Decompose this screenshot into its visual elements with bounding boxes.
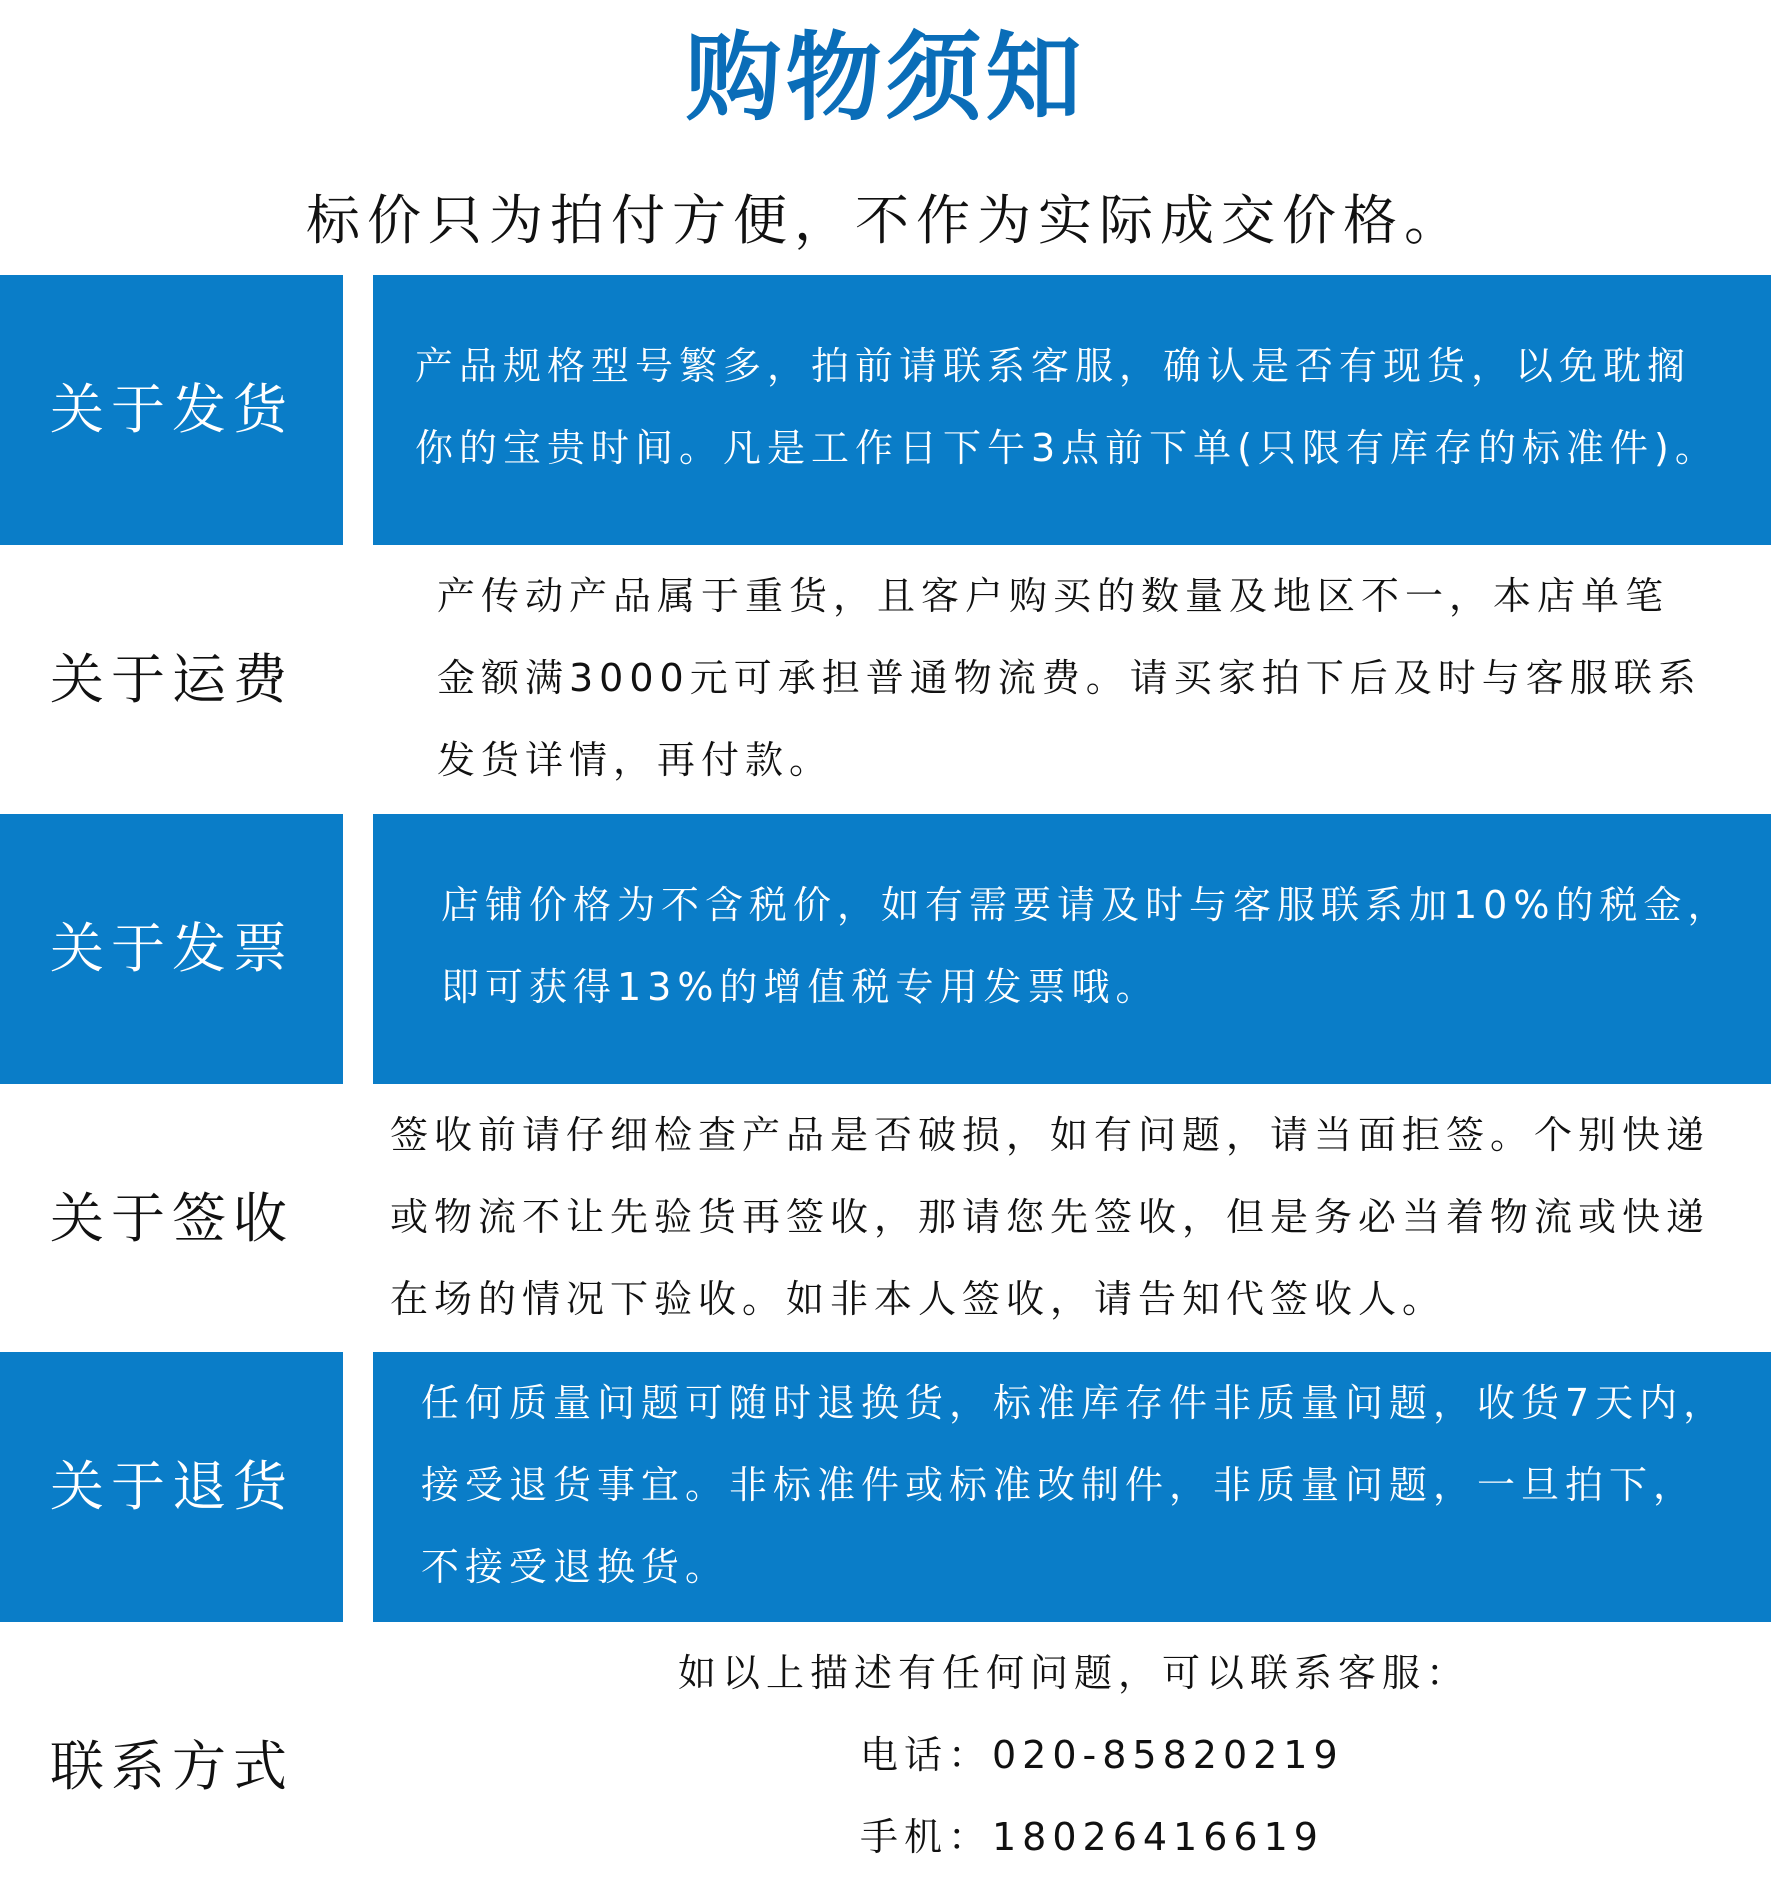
section-content [373, 814, 1771, 1084]
section-returns [0, 1352, 1771, 1622]
section-label: 关于运费 [50, 648, 294, 711]
section-content [373, 545, 1771, 815]
section-label-box [0, 1084, 343, 1354]
contact-label: 联系方式 [50, 1735, 294, 1798]
section-label: 关于发票 [50, 917, 294, 980]
section-signing [0, 1084, 1771, 1354]
contact-mobile: 手机：18026416619 [860, 1815, 1324, 1859]
section-label: 关于签收 [50, 1187, 294, 1250]
section-freight [0, 545, 1771, 815]
content-line: 在场的情况下验收。如非本人签收，请告知代签收人。 [390, 1277, 1447, 1321]
content-line: 发货详情，再付款。 [437, 738, 834, 782]
section-label-box [0, 545, 343, 815]
section-content [373, 1352, 1771, 1622]
content-line: 不接受退换货。 [421, 1545, 730, 1589]
content-line: 金额满3000元可承担普通物流费。请买家拍下后及时与客服联系 [437, 656, 1702, 700]
content-line: 任何质量问题可随时退换货，标准库存件非质量问题，收货7天内， [421, 1381, 1728, 1425]
section-content [390, 1084, 1771, 1354]
section-shipping [0, 275, 1771, 545]
content-line: 或物流不让先验货再签收，那请您先签收，但是务必当着物流或快递 [390, 1195, 1711, 1239]
contact-phone: 电话：020-85820219 [860, 1733, 1344, 1777]
section-label: 关于退货 [50, 1455, 294, 1518]
section-label-box [0, 1352, 343, 1622]
content-line: 你的宝贵时间。凡是工作日下午3点前下单(只限有库存的标准件)。 [415, 426, 1719, 470]
content-line: 签收前请仔细检查产品是否破损，如有问题，请当面拒签。个别快递 [390, 1113, 1711, 1157]
section-label-box [0, 275, 343, 545]
contact-intro: 如以上描述有任何问题，可以联系客服： [678, 1651, 1471, 1695]
section-label: 关于发货 [50, 378, 294, 441]
content-line: 接受退货事宜。非标准件或标准改制件，非质量问题，一旦拍下， [421, 1463, 1698, 1507]
content-line: 即可获得13%的增值税专用发票哦。 [441, 965, 1160, 1009]
content-line: 产传动产品属于重货，且客户购买的数量及地区不一，本店单笔 [437, 574, 1670, 618]
section-contact [0, 1622, 1771, 1894]
section-content [373, 275, 1771, 545]
content-line: 店铺价格为不含税价，如有需要请及时与客服联系加10%的税金， [441, 883, 1732, 927]
section-invoice [0, 814, 1771, 1084]
content-line: 产品规格型号繁多，拍前请联系客服，确认是否有现货，以免耽搁 [415, 344, 1692, 388]
page-title: 购物须知 [685, 22, 1086, 134]
section-label-box [0, 814, 343, 1084]
page-subtitle: 标价只为拍付方便，不作为实际成交价格。 [306, 189, 1465, 252]
